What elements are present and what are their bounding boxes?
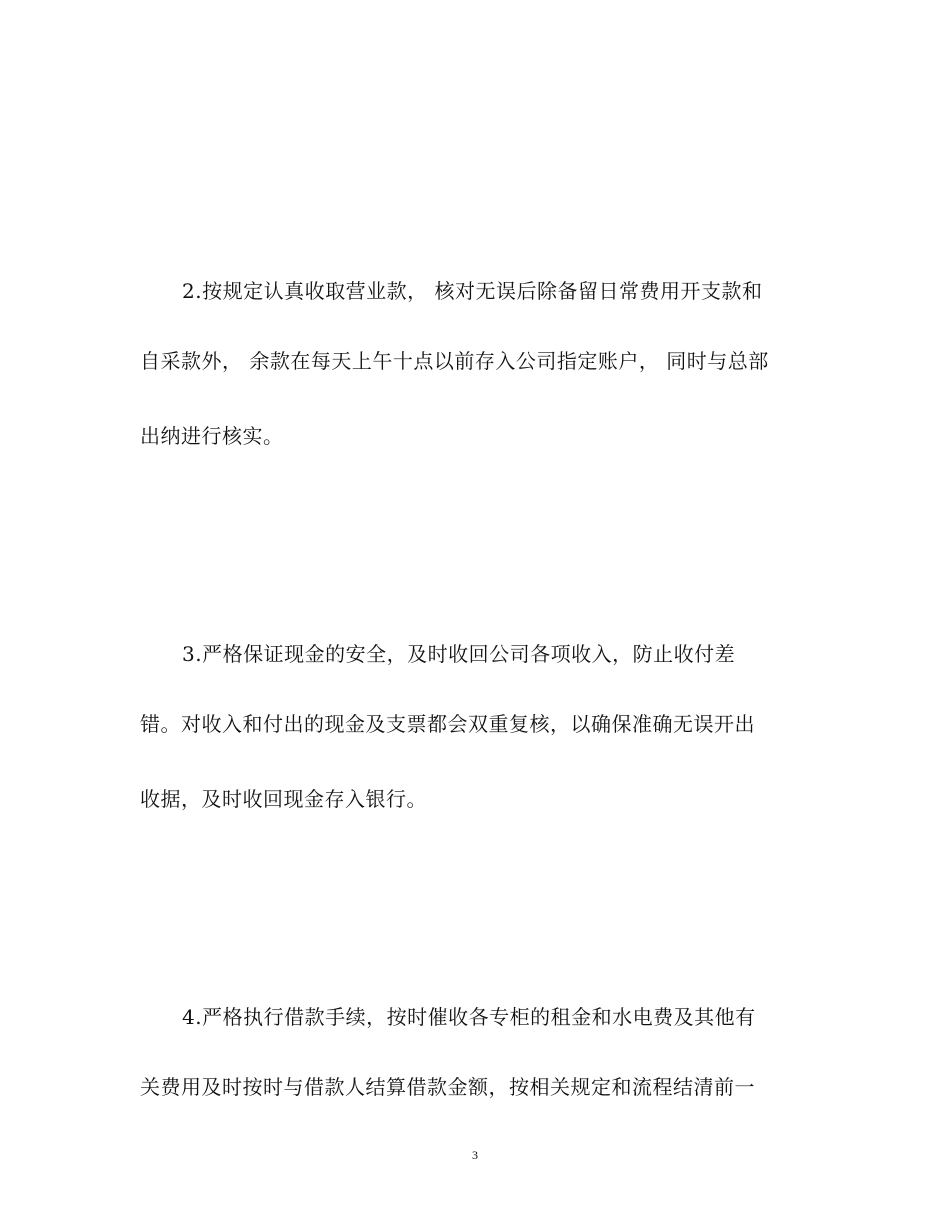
paragraph-line: 自采款外， 余款在每天上午十点以前存入公司指定账户， 同时与总部 bbox=[140, 349, 769, 373]
paragraph-line: 2.按规定认真收取营业款， 核对无误后除备留日常费用开支款和 bbox=[182, 279, 763, 303]
paragraph-line: 关费用及时按时与借款人结算借款金额，按相关规定和流程结清前一 bbox=[140, 1075, 755, 1099]
paragraph-line: 3.严格保证现金的安全，及时收回公司各项收入，防止收付差 bbox=[182, 642, 736, 666]
paragraph-line: 出纳进行核实。 bbox=[140, 424, 284, 448]
paragraph-line: 收据，及时收回现金存入银行。 bbox=[140, 787, 427, 811]
paragraph-line: 错。对收入和付出的现金及支票都会双重复核，以确保准确无误开出 bbox=[140, 712, 755, 736]
paragraph-line: 4.严格执行借款手续，按时催收各专柜的租金和水电费及其他有 bbox=[182, 1005, 756, 1029]
page-number: 3 bbox=[472, 1148, 478, 1162]
